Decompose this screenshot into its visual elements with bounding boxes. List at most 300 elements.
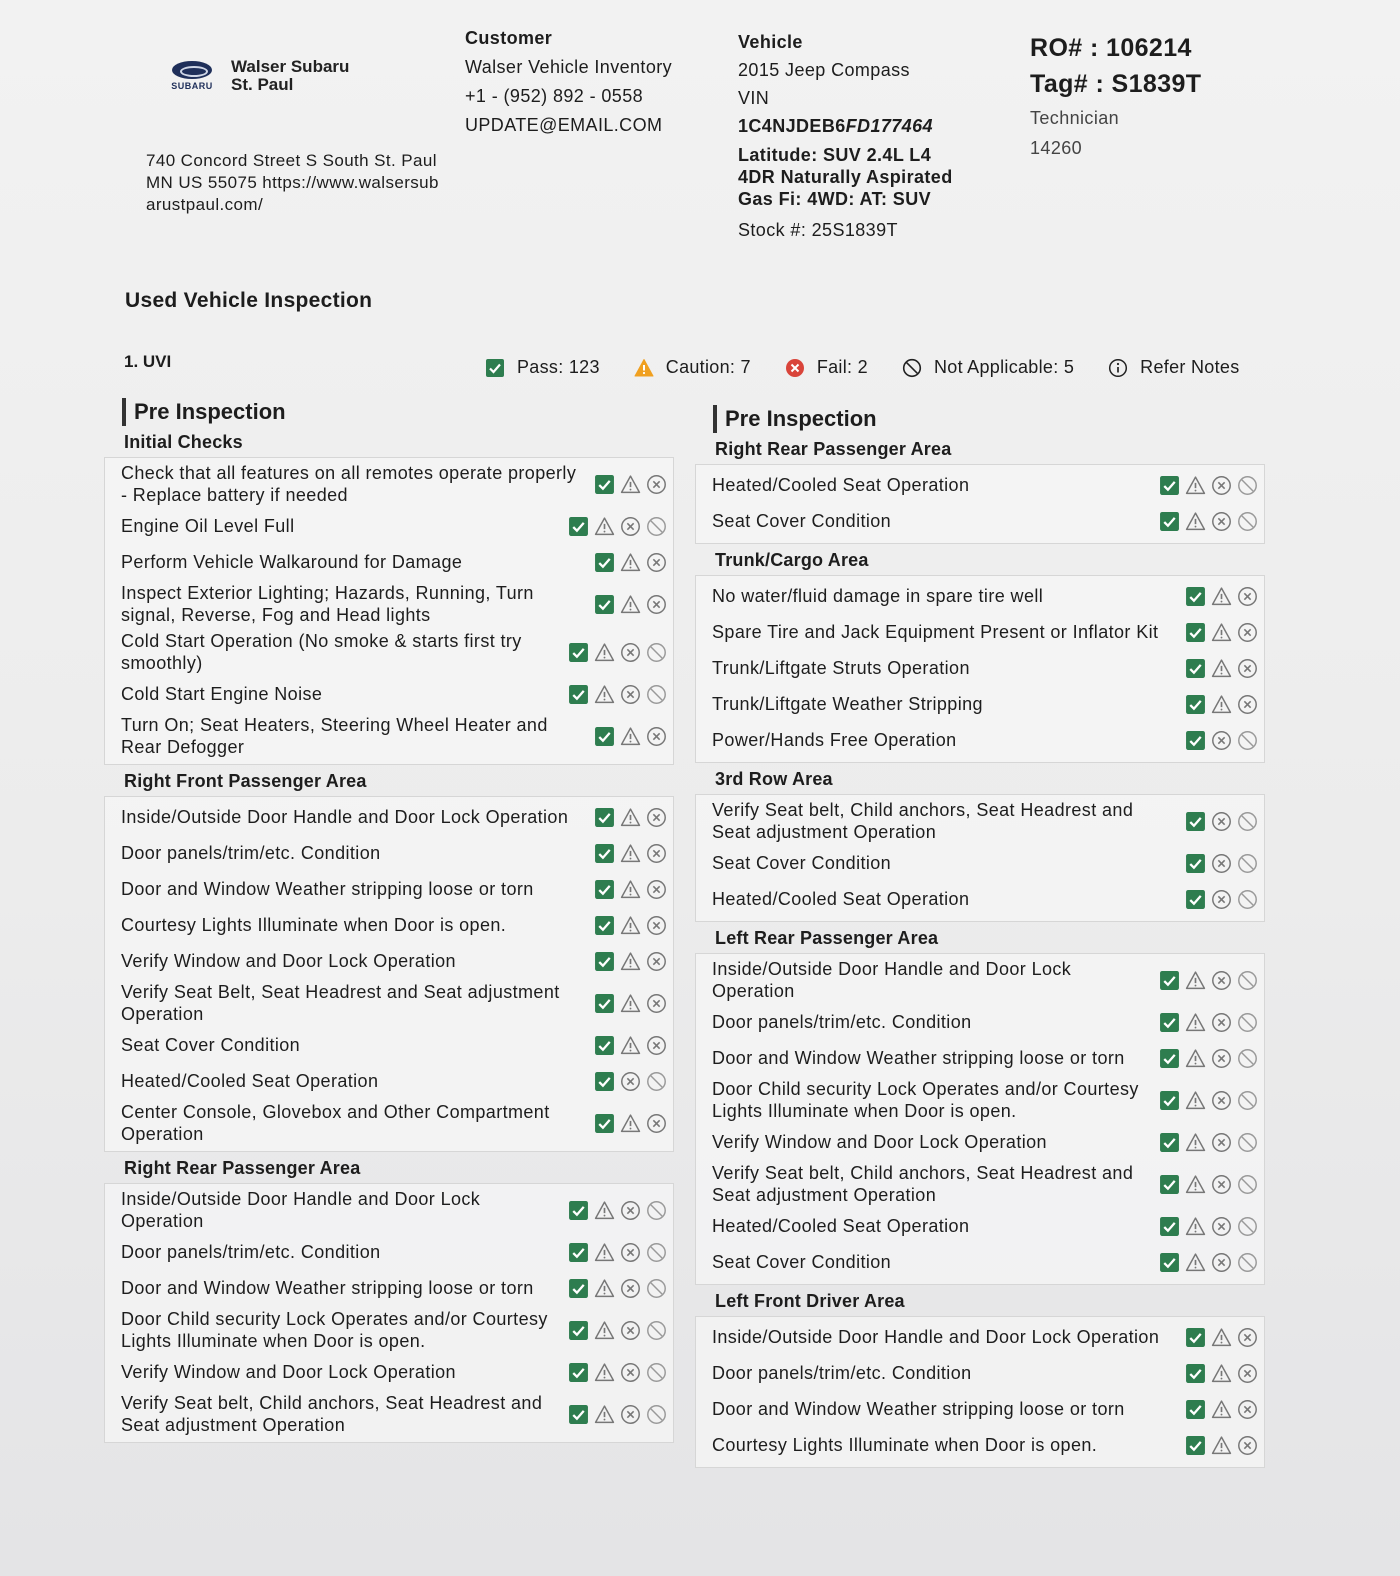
- group-heading: Left Rear Passenger Area: [715, 928, 939, 948]
- caution-warning-icon[interactable]: [620, 726, 641, 747]
- pass-check-icon[interactable]: [1159, 1012, 1180, 1033]
- not-applicable-icon[interactable]: [1237, 511, 1258, 532]
- checklist-row: [105, 712, 673, 760]
- checklist-item-label: Inside/Outside Door Handle and Door Lock Operation: [121, 807, 569, 827]
- pass-check-icon[interactable]: [594, 1035, 615, 1056]
- pass-check-icon[interactable]: [594, 474, 615, 495]
- caution-warning-icon[interactable]: [1185, 1090, 1206, 1111]
- checklist-item-label: Verify Seat Belt, Seat Headrest and Seat adjustment Operation: [121, 982, 560, 1024]
- not-applicable-icon[interactable]: [1237, 889, 1258, 910]
- status-icons: [568, 684, 667, 705]
- technician-id: 14260: [1030, 138, 1083, 158]
- status-icons: [1185, 811, 1258, 832]
- fail-x-icon[interactable]: [646, 879, 667, 900]
- customer-phone: +1 - (952) 892 - 0558: [465, 86, 644, 106]
- fail-x-icon[interactable]: [1211, 1012, 1232, 1033]
- checklist-row: [105, 1186, 673, 1234]
- checklist-row: [105, 979, 673, 1027]
- checklist-row: [696, 797, 1264, 845]
- pass-check-icon[interactable]: [568, 1362, 589, 1383]
- fail-x-icon[interactable]: [1237, 1435, 1258, 1456]
- status-icons: [568, 1278, 667, 1299]
- checklist-item-label: Verify Window and Door Lock Operation: [121, 1362, 456, 1382]
- pass-check-icon[interactable]: [1185, 1363, 1206, 1384]
- pass-check-icon[interactable]: [1159, 1132, 1180, 1153]
- caution-warning-icon[interactable]: [1185, 970, 1206, 991]
- fail-x-icon[interactable]: [620, 1278, 641, 1299]
- pass-check-icon[interactable]: [1185, 730, 1206, 751]
- section-name: 1. UVI: [124, 352, 172, 371]
- caution-warning-icon[interactable]: [620, 951, 641, 972]
- legend-na: [902, 357, 1074, 378]
- checklist-item-label: Courtesy Lights Illuminate when Door is open.: [712, 1435, 1098, 1455]
- status-icons: [568, 1242, 667, 1263]
- checklist-item-label: Perform Vehicle Walkaround for Damage: [121, 552, 463, 572]
- status-icons: [1159, 475, 1258, 496]
- status-icons: [1185, 889, 1258, 910]
- checklist-group: [695, 464, 1265, 544]
- fail-x-icon[interactable]: [646, 843, 667, 864]
- pass-check-icon[interactable]: [1185, 1399, 1206, 1420]
- vehicle-model: 2015 Jeep Compass: [738, 60, 910, 80]
- checklist-item-label: Door Child security Lock Operates and/or Courtesy Lights Illuminate when Door is open.: [712, 1079, 1139, 1121]
- caution-warning-icon[interactable]: [620, 1035, 641, 1056]
- stock-number: Stock #: 25S1839T: [738, 220, 898, 240]
- status-icons: [1159, 1252, 1258, 1273]
- caution-warning-icon: [634, 358, 654, 378]
- fail-x-icon[interactable]: [646, 915, 667, 936]
- checklist-item-label: Inside/Outside Door Handle and Door Lock Operation: [712, 959, 1072, 1001]
- caution-warning-icon[interactable]: [1211, 1399, 1232, 1420]
- not-applicable-icon[interactable]: [1237, 1012, 1258, 1033]
- tag-number: Tag# : S1839T: [1030, 70, 1202, 98]
- caution-warning-icon[interactable]: [1211, 622, 1232, 643]
- checklist-row: [105, 1234, 673, 1270]
- caution-warning-icon[interactable]: [1185, 511, 1206, 532]
- vehicle-spec: [738, 144, 953, 210]
- caution-warning-icon[interactable]: [1185, 1174, 1206, 1195]
- checklist-item-label: Turn On; Seat Heaters, Steering Wheel Heater and Rear Defogger: [121, 715, 548, 757]
- checklist-row: [105, 943, 673, 979]
- checklist-row: [696, 881, 1264, 917]
- pass-check-icon[interactable]: [1159, 511, 1180, 532]
- status-icons: [1185, 1363, 1258, 1384]
- caution-warning-icon[interactable]: [1211, 658, 1232, 679]
- fail-x-icon[interactable]: [620, 1362, 641, 1383]
- fail-x-icon[interactable]: [1237, 586, 1258, 607]
- not-applicable-icon[interactable]: [646, 1200, 667, 1221]
- checklist-row: [105, 628, 673, 676]
- not-applicable-icon[interactable]: [646, 1362, 667, 1383]
- pass-check-icon[interactable]: [1185, 694, 1206, 715]
- legend-fail: [785, 357, 868, 378]
- pass-check-icon[interactable]: [1185, 586, 1206, 607]
- pass-check-icon[interactable]: [594, 726, 615, 747]
- checklist-row: [696, 578, 1264, 614]
- checklist-row: [696, 956, 1264, 1004]
- status-icons: [1185, 730, 1258, 751]
- checklist-row: [105, 1063, 673, 1099]
- fail-x-icon[interactable]: [620, 1200, 641, 1221]
- not-applicable-icon[interactable]: [1237, 1174, 1258, 1195]
- checklist-item-label: Cold Start Operation (No smoke & starts first try smoothly): [121, 631, 522, 673]
- fail-x-icon[interactable]: [620, 516, 641, 537]
- checklist-row: [105, 1270, 673, 1306]
- fail-x-icon[interactable]: [620, 1320, 641, 1341]
- subaru-logo-icon: [167, 61, 217, 91]
- checklist-row: [105, 799, 673, 835]
- checklist-item-label: Verify Seat belt, Child anchors, Seat Headrest and Seat adjustment Operation: [712, 1163, 1134, 1205]
- status-icons: [1185, 1399, 1258, 1420]
- checklist-item-label: Verify Seat belt, Child anchors, Seat Headrest and Seat adjustment Operation: [712, 800, 1134, 842]
- fail-x-icon[interactable]: [1211, 1048, 1232, 1069]
- pass-check-icon[interactable]: [1159, 970, 1180, 991]
- pass-check-icon[interactable]: [594, 807, 615, 828]
- status-icons: [1185, 694, 1258, 715]
- caution-warning-icon[interactable]: [1185, 1048, 1206, 1069]
- checklist-item-label: Seat Cover Condition: [712, 1252, 892, 1272]
- pass-check-icon[interactable]: [568, 516, 589, 537]
- pass-check-icon[interactable]: [594, 1071, 615, 1092]
- caution-warning-icon[interactable]: [594, 1278, 615, 1299]
- fail-x-icon[interactable]: [620, 642, 641, 663]
- status-icons: [1159, 1090, 1258, 1111]
- caution-warning-icon[interactable]: [1185, 475, 1206, 496]
- pass-check-icon[interactable]: [568, 1404, 589, 1425]
- not-applicable-icon[interactable]: [646, 1320, 667, 1341]
- caution-warning-icon[interactable]: [620, 552, 641, 573]
- legend-notes-label: Refer Notes: [1140, 357, 1240, 377]
- pass-check-icon[interactable]: [1185, 889, 1206, 910]
- fail-x-icon[interactable]: [620, 1242, 641, 1263]
- status-icons: [1159, 1174, 1258, 1195]
- pass-check-icon[interactable]: [1185, 658, 1206, 679]
- checklist-row: [696, 686, 1264, 722]
- status-icons: [1159, 970, 1258, 991]
- fail-x-icon[interactable]: [646, 474, 667, 495]
- pass-check-icon[interactable]: [568, 684, 589, 705]
- status-icons: [1185, 1435, 1258, 1456]
- group-heading: Right Front Passenger Area: [124, 771, 367, 791]
- checklist-item-label: Courtesy Lights Illuminate when Door is open.: [121, 915, 507, 935]
- group-heading: Left Front Driver Area: [715, 1291, 905, 1311]
- caution-warning-icon[interactable]: [594, 1200, 615, 1221]
- status-icons: [1159, 1048, 1258, 1069]
- not-applicable-icon[interactable]: [646, 1404, 667, 1425]
- caution-warning-icon[interactable]: [1185, 1216, 1206, 1237]
- customer-email: UPDATE@EMAIL.COM: [465, 115, 663, 135]
- legend-fail-label: Fail: 2: [816, 357, 868, 377]
- status-icons: [1185, 586, 1258, 607]
- fail-x-icon[interactable]: [646, 1035, 667, 1056]
- group-heading: 3rd Row Area: [715, 769, 833, 789]
- checklist-item-label: Heated/Cooled Seat Operation: [712, 475, 970, 495]
- fail-x-icon[interactable]: [1211, 811, 1232, 832]
- not-applicable-icon[interactable]: [1237, 1132, 1258, 1153]
- fail-x-icon[interactable]: [1211, 1216, 1232, 1237]
- checklist-row: [696, 1355, 1264, 1391]
- checklist-item-label: Inside/Outside Door Handle and Door Lock Operation: [121, 1189, 481, 1231]
- checklist-row: [105, 508, 673, 544]
- fail-x-icon[interactable]: [646, 951, 667, 972]
- legend-pass-label: Pass: 123: [517, 357, 600, 377]
- checklist-item-label: Cold Start Engine Noise: [121, 684, 323, 704]
- checklist-item-label: Inspect Exterior Lighting; Hazards, Running, Turn signal, Reverse, Fog and Head lights: [121, 583, 534, 625]
- not-applicable-icon[interactable]: [1237, 970, 1258, 991]
- caution-warning-icon[interactable]: [1185, 1132, 1206, 1153]
- not-applicable-icon: [902, 358, 922, 378]
- status-icons: [1159, 511, 1258, 532]
- fail-x-icon[interactable]: [620, 1404, 641, 1425]
- not-applicable-icon[interactable]: [1237, 811, 1258, 832]
- fail-x-icon[interactable]: [1237, 1327, 1258, 1348]
- fail-x-icon[interactable]: [1211, 1132, 1232, 1153]
- pass-check-icon[interactable]: [1185, 853, 1206, 874]
- pass-check-icon[interactable]: [1159, 1048, 1180, 1069]
- caution-warning-icon[interactable]: [620, 1113, 641, 1134]
- checklist-row: [696, 1076, 1264, 1124]
- checklist-row: [105, 1354, 673, 1390]
- pass-check-icon[interactable]: [594, 843, 615, 864]
- caution-warning-icon[interactable]: [594, 516, 615, 537]
- status-icons: [594, 1071, 667, 1092]
- checklist-row: [696, 503, 1264, 539]
- checklist-item-label: Verify Seat belt, Child anchors, Seat Headrest and Seat adjustment Operation: [121, 1393, 543, 1435]
- caution-warning-icon[interactable]: [1211, 1363, 1232, 1384]
- legend-caution: [634, 357, 751, 378]
- vehicle-spec-line3: Gas Fi: 4WD: AT: SUV: [738, 189, 932, 209]
- not-applicable-icon[interactable]: [1237, 1048, 1258, 1069]
- not-applicable-icon[interactable]: [646, 642, 667, 663]
- legend-pass: [485, 357, 600, 378]
- not-applicable-icon[interactable]: [1237, 1252, 1258, 1273]
- caution-warning-icon[interactable]: [620, 594, 641, 615]
- pass-check-icon[interactable]: [1159, 475, 1180, 496]
- fail-x-icon[interactable]: [1211, 889, 1232, 910]
- checklist-row: [696, 1160, 1264, 1208]
- fail-x-icon[interactable]: [1237, 658, 1258, 679]
- pass-check-icon[interactable]: [594, 552, 615, 573]
- pass-check-icon[interactable]: [1185, 622, 1206, 643]
- fail-x-icon[interactable]: [1211, 970, 1232, 991]
- checklist-row: [105, 871, 673, 907]
- checklist-item-label: Door panels/trim/etc. Condition: [712, 1012, 972, 1032]
- checklist-item-label: Seat Cover Condition: [712, 853, 892, 873]
- pass-check-icon[interactable]: [568, 642, 589, 663]
- checklist-row: [696, 1004, 1264, 1040]
- pass-check-icon[interactable]: [594, 993, 615, 1014]
- legend-na-label: Not Applicable: 5: [933, 357, 1075, 377]
- pass-check-icon[interactable]: [1159, 1174, 1180, 1195]
- pass-check-icon[interactable]: [594, 879, 615, 900]
- caution-warning-icon[interactable]: [1211, 1327, 1232, 1348]
- pass-check-icon[interactable]: [1185, 811, 1206, 832]
- caution-warning-icon[interactable]: [1211, 586, 1232, 607]
- fail-x-icon[interactable]: [646, 993, 667, 1014]
- status-icons: [594, 474, 667, 495]
- status-icons: [568, 1200, 667, 1221]
- not-applicable-icon[interactable]: [646, 516, 667, 537]
- status-icons: [594, 594, 667, 615]
- checklist-item-label: Door and Window Weather stripping loose or torn: [121, 879, 534, 899]
- status-icons: [594, 879, 667, 900]
- caution-warning-icon[interactable]: [594, 1404, 615, 1425]
- fail-x-icon[interactable]: [1211, 853, 1232, 874]
- status-icons: [1159, 1012, 1258, 1033]
- caution-warning-icon[interactable]: [620, 993, 641, 1014]
- fail-x-icon[interactable]: [1211, 1090, 1232, 1111]
- not-applicable-icon[interactable]: [1237, 1090, 1258, 1111]
- status-legend: [485, 357, 1274, 378]
- status-icons: [1185, 622, 1258, 643]
- vehicle-heading: Vehicle: [738, 32, 803, 52]
- not-applicable-icon[interactable]: [646, 684, 667, 705]
- pass-check-icon[interactable]: [594, 1113, 615, 1134]
- not-applicable-icon[interactable]: [1237, 1216, 1258, 1237]
- vehicle-block: [738, 28, 953, 244]
- pass-check-icon[interactable]: [1185, 1327, 1206, 1348]
- left-section-title: Pre Inspection: [122, 398, 674, 426]
- fail-x-icon[interactable]: [1211, 511, 1232, 532]
- status-icons: [594, 843, 667, 864]
- fail-x-icon[interactable]: [620, 1071, 641, 1092]
- checklist-row: [696, 614, 1264, 650]
- checklist-row: [696, 1124, 1264, 1160]
- fail-x-icon[interactable]: [1237, 622, 1258, 643]
- technician-label: Technician: [1030, 108, 1120, 128]
- caution-warning-icon[interactable]: [594, 684, 615, 705]
- checklist-item-label: Verify Window and Door Lock Operation: [712, 1132, 1047, 1152]
- checklist-row: [696, 1208, 1264, 1244]
- caution-warning-icon[interactable]: [1211, 694, 1232, 715]
- checklist-item-label: Seat Cover Condition: [712, 511, 892, 531]
- pass-check-icon[interactable]: [568, 1242, 589, 1263]
- status-icons: [1159, 1216, 1258, 1237]
- fail-x-icon[interactable]: [646, 807, 667, 828]
- checklist-item-label: Door panels/trim/etc. Condition: [121, 1242, 381, 1262]
- checklist-item-label: Trunk/Liftgate Struts Operation: [712, 658, 970, 678]
- caution-warning-icon[interactable]: [1185, 1012, 1206, 1033]
- checklist-row: [105, 580, 673, 628]
- vin-prefix: 1C4NJDEB6: [738, 116, 846, 136]
- group-heading: Right Rear Passenger Area: [715, 439, 952, 459]
- not-applicable-icon[interactable]: [646, 1242, 667, 1263]
- fail-x-icon[interactable]: [1211, 730, 1232, 751]
- pass-check-icon[interactable]: [1159, 1216, 1180, 1237]
- pass-check-icon[interactable]: [594, 951, 615, 972]
- vin-label: VIN: [738, 88, 770, 108]
- not-applicable-icon[interactable]: [1237, 730, 1258, 751]
- status-icons: [594, 726, 667, 747]
- legend-caution-label: Caution: 7: [665, 357, 751, 377]
- pass-check-icon[interactable]: [568, 1320, 589, 1341]
- checklist-item-label: Verify Window and Door Lock Operation: [121, 951, 456, 971]
- fail-x-icon[interactable]: [1237, 1363, 1258, 1384]
- checklist-item-label: Seat Cover Condition: [121, 1035, 301, 1055]
- caution-warning-icon[interactable]: [620, 915, 641, 936]
- status-icons: [1185, 658, 1258, 679]
- status-icons: [568, 516, 667, 537]
- page-title: Used Vehicle Inspection: [125, 289, 373, 312]
- status-icons: [568, 1404, 667, 1425]
- fail-x-icon[interactable]: [1237, 1399, 1258, 1420]
- status-icons: [1185, 1327, 1258, 1348]
- dealer-address: 740 Concord Street S South St. Paul MN US 55075 https://www.walsersubarustpaul.com/: [146, 151, 439, 214]
- fail-x-icon[interactable]: [620, 684, 641, 705]
- checklist-item-label: Spare Tire and Jack Equipment Present or Inflator Kit: [712, 622, 1159, 642]
- right-column: [695, 405, 1265, 1468]
- not-applicable-icon[interactable]: [1237, 853, 1258, 874]
- fail-x-icon[interactable]: [1211, 475, 1232, 496]
- status-icons: [594, 993, 667, 1014]
- checklist-item-label: Door panels/trim/etc. Condition: [121, 843, 381, 863]
- status-icons: [1159, 1132, 1258, 1153]
- caution-warning-icon[interactable]: [620, 879, 641, 900]
- caution-warning-icon[interactable]: [620, 474, 641, 495]
- status-icons: [594, 807, 667, 828]
- checklist-item-label: Heated/Cooled Seat Operation: [712, 889, 970, 909]
- caution-warning-icon[interactable]: [1185, 1252, 1206, 1273]
- checklist-row: [105, 1099, 673, 1147]
- pass-check-icon[interactable]: [594, 915, 615, 936]
- status-icons: [594, 1035, 667, 1056]
- legend-notes: [1108, 357, 1239, 378]
- pass-check-icon[interactable]: [1159, 1090, 1180, 1111]
- fail-x-icon[interactable]: [646, 1113, 667, 1134]
- fail-x-icon[interactable]: [646, 552, 667, 573]
- pass-check-icon[interactable]: [568, 1200, 589, 1221]
- fail-x-icon[interactable]: [1211, 1252, 1232, 1273]
- checklist-item-label: Heated/Cooled Seat Operation: [121, 1071, 379, 1091]
- caution-warning-icon[interactable]: [620, 843, 641, 864]
- checklist-item-label: Engine Oil Level Full: [121, 516, 295, 536]
- pass-check-icon[interactable]: [1185, 1435, 1206, 1456]
- customer-name: Walser Vehicle Inventory: [465, 57, 673, 77]
- checklist-row: [105, 544, 673, 580]
- caution-warning-icon[interactable]: [594, 1320, 615, 1341]
- fail-x-icon[interactable]: [1211, 1174, 1232, 1195]
- fail-x-icon[interactable]: [646, 726, 667, 747]
- fail-x-icon[interactable]: [1237, 694, 1258, 715]
- checklist-item-label: Power/Hands Free Operation: [712, 730, 957, 750]
- caution-warning-icon[interactable]: [594, 642, 615, 663]
- checklist-item-label: Center Console, Glovebox and Other Compartment Operation: [121, 1102, 550, 1144]
- status-icons: [568, 642, 667, 663]
- checklist-row: [696, 1391, 1264, 1427]
- customer-heading: Customer: [465, 28, 553, 48]
- checklist-row: [105, 1390, 673, 1438]
- checklist-row: [696, 467, 1264, 503]
- fail-x-icon[interactable]: [646, 594, 667, 615]
- checklist-row: [105, 460, 673, 508]
- caution-warning-icon[interactable]: [1211, 1435, 1232, 1456]
- vehicle-spec-line1: Latitude: SUV 2.4L L4: [738, 145, 932, 165]
- status-icons: [594, 1113, 667, 1134]
- vin-value: [738, 112, 953, 140]
- checklist-row: [696, 845, 1264, 881]
- caution-warning-icon[interactable]: [620, 807, 641, 828]
- pass-check-icon[interactable]: [1159, 1252, 1180, 1273]
- group-heading: Initial Checks: [124, 432, 243, 452]
- not-applicable-icon[interactable]: [1237, 475, 1258, 496]
- caution-warning-icon[interactable]: [594, 1242, 615, 1263]
- caution-warning-icon[interactable]: [594, 1362, 615, 1383]
- pass-check-icon[interactable]: [568, 1278, 589, 1299]
- not-applicable-icon[interactable]: [646, 1278, 667, 1299]
- not-applicable-icon[interactable]: [646, 1071, 667, 1092]
- pass-check-icon[interactable]: [594, 594, 615, 615]
- checklist-item-label: Door and Window Weather stripping loose or torn: [712, 1399, 1125, 1419]
